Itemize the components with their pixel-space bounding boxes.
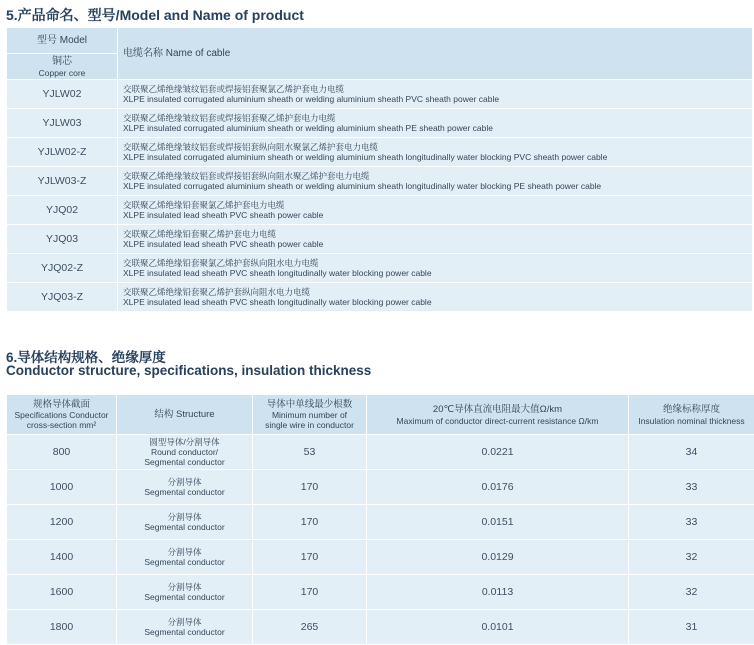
resistance-cell: 0.0113 bbox=[367, 575, 629, 610]
structure-en1: Segmental conductor bbox=[144, 522, 225, 532]
structure-en1: Segmental conductor bbox=[144, 557, 225, 567]
table-row bbox=[7, 435, 754, 470]
model-cell: YJQ02-Z bbox=[7, 254, 118, 283]
cable-name-cell bbox=[118, 225, 753, 254]
cable-name-cn: 交联聚乙烯绝缘皱纹铝套或焊接铝套纵向阻水聚乙烯护套电力电缆 bbox=[123, 171, 370, 181]
model-cell: YJQ03 bbox=[7, 225, 118, 254]
cable-name-cell bbox=[118, 138, 753, 167]
model-cell: YJQ03-Z bbox=[7, 283, 118, 312]
structure-cn: 分割导体 bbox=[167, 617, 202, 627]
wires-cell: 265 bbox=[253, 610, 367, 645]
thickness-cell: 31 bbox=[629, 610, 754, 645]
cable-name-en: XLPE insulated lead sheath PVC sheath power cable bbox=[123, 210, 324, 220]
spec-en1: Specifications Conductor bbox=[14, 409, 109, 420]
header-cable-name: 电缆名称 Name of cable bbox=[118, 28, 753, 80]
header-resistance bbox=[367, 395, 629, 435]
cable-name-cell bbox=[118, 80, 753, 109]
structure-cell bbox=[117, 540, 253, 575]
header-copper-core bbox=[7, 54, 118, 80]
resist-cn: 20℃导体直流电阻最大值Ω/km bbox=[432, 403, 563, 415]
model-cell: YJLW02 bbox=[7, 80, 118, 109]
thickness-cell: 32 bbox=[629, 575, 754, 610]
cable-name-cn: 交联聚乙烯绝缘铅套聚乙烯护套纵向阻水电力电缆 bbox=[123, 287, 311, 297]
thickness-cell: 33 bbox=[629, 505, 754, 540]
model-cell: YJQ02 bbox=[7, 196, 118, 225]
spec-cell: 1400 bbox=[7, 540, 117, 575]
section6-title-cn: 6.导体结构规格、绝缘厚度 bbox=[6, 350, 166, 365]
table-row bbox=[7, 254, 753, 283]
resistance-cell: 0.0151 bbox=[367, 505, 629, 540]
structure-cn: 分割导体 bbox=[167, 477, 202, 487]
cable-name-en: XLPE insulated corrugated aluminium sheath or welding aluminium sheath PE sheath power cable bbox=[123, 123, 493, 133]
spec-cell: 1000 bbox=[7, 470, 117, 505]
spec-en2: cross-section mm² bbox=[26, 419, 97, 430]
table-row bbox=[7, 196, 753, 225]
table-row bbox=[7, 225, 753, 254]
resist-en: Maximum of conductor direct-current resistance Ω/km bbox=[396, 415, 599, 426]
table-row bbox=[7, 575, 754, 610]
table-row bbox=[7, 470, 754, 505]
table-row bbox=[7, 167, 753, 196]
header-insulation bbox=[629, 395, 754, 435]
header-wires bbox=[253, 395, 367, 435]
structure-en1: Segmental conductor bbox=[144, 627, 225, 637]
cable-name-cell bbox=[118, 196, 753, 225]
structure-cn: 分割导体 bbox=[167, 512, 202, 522]
cable-name-en: XLPE insulated corrugated aluminium sheath or welding aluminium sheath longitudinally water blocking PE sheath power cable bbox=[123, 181, 602, 191]
ins-cn: 绝缘标称厚度 bbox=[662, 403, 720, 415]
structure-cell bbox=[117, 505, 253, 540]
cable-name-cn: 交联聚乙烯绝缘铅套聚氯乙烯护套纵向阻水电力电缆 bbox=[123, 258, 319, 268]
cable-name-en: XLPE insulated lead sheath PVC sheath power cable bbox=[123, 239, 324, 249]
structure-en1: Segmental conductor bbox=[144, 592, 225, 602]
spec-cell: 1800 bbox=[7, 610, 117, 645]
section6-title-en: Conductor structure, specifications, insulation thickness bbox=[6, 363, 372, 378]
cable-name-cn: 交联聚乙烯绝缘铅套聚乙烯护套电力电缆 bbox=[123, 229, 277, 239]
cable-name-cell bbox=[118, 283, 753, 312]
structure-cell bbox=[117, 610, 253, 645]
model-name-table bbox=[6, 27, 753, 312]
table-row bbox=[7, 138, 753, 167]
cable-name-en: XLPE insulated lead sheath PVC sheath longitudinally water blocking power cable bbox=[123, 297, 432, 307]
structure-cn: 分割导体 bbox=[167, 582, 202, 592]
wires-en2: single wire in conductor bbox=[265, 419, 354, 430]
header-spec bbox=[7, 395, 117, 435]
cable-name-cell bbox=[118, 109, 753, 138]
header-model: 型号 Model bbox=[7, 28, 118, 54]
cable-name-cn: 交联聚乙烯绝缘皱纹铝套或焊接铝套聚氯乙烯护套电力电缆 bbox=[123, 84, 345, 94]
cable-name-cn: 交联聚乙烯绝缘皱纹铝套或焊接铝套聚乙烯护套电力电缆 bbox=[123, 113, 336, 123]
structure-cell bbox=[117, 575, 253, 610]
spec-cell: 1200 bbox=[7, 505, 117, 540]
structure-cell bbox=[117, 470, 253, 505]
thickness-cell: 33 bbox=[629, 470, 754, 505]
resistance-cell: 0.0176 bbox=[367, 470, 629, 505]
cable-name-en: XLPE insulated lead sheath PVC sheath longitudinally water blocking power cable bbox=[123, 268, 432, 278]
cable-name-cn: 交联聚乙烯绝缘皱纹铝套或焊接铝套纵向阻水聚氯乙烯护套电力电缆 bbox=[123, 142, 379, 152]
cable-name-cell bbox=[118, 254, 753, 283]
structure-en2: Segmental conductor bbox=[144, 457, 225, 467]
copper-core-cn: 铜芯 bbox=[52, 55, 72, 67]
model-cell: YJLW03 bbox=[7, 109, 118, 138]
cable-name-cn: 交联聚乙烯绝缘铅套聚氯乙烯护套电力电缆 bbox=[123, 200, 285, 210]
wires-cell: 53 bbox=[253, 435, 367, 470]
wires-cn: 导体中单线最少根数 bbox=[266, 398, 353, 410]
ins-en: Insulation nominal thickness bbox=[638, 415, 745, 426]
thickness-cell: 34 bbox=[629, 435, 754, 470]
wires-cell: 170 bbox=[253, 505, 367, 540]
cable-name-en: XLPE insulated corrugated aluminium sheath or welding aluminium sheath longitudinally water blocking PVC sheath power cable bbox=[123, 152, 608, 162]
table-row bbox=[7, 283, 753, 312]
cable-name-cell bbox=[118, 167, 753, 196]
spec-cn: 规格导体截面 bbox=[32, 398, 90, 410]
table-row bbox=[7, 109, 753, 138]
model-cell: YJLW02-Z bbox=[7, 138, 118, 167]
section5-title: 5.产品命名、型号/Model and Name of product bbox=[6, 7, 304, 23]
cable-name-en: XLPE insulated corrugated aluminium sheath or welding aluminium sheath PVC sheath power cable bbox=[123, 94, 500, 104]
wires-cell: 170 bbox=[253, 540, 367, 575]
table-row bbox=[7, 610, 754, 645]
structure-cn: 圆型导体/分割导体 bbox=[149, 437, 220, 447]
wires-cell: 170 bbox=[253, 470, 367, 505]
resistance-cell: 0.0101 bbox=[367, 610, 629, 645]
structure-en1: Round conductor/ bbox=[150, 447, 219, 457]
wires-en1: Minimum number of bbox=[271, 409, 348, 420]
header-structure: 结构 Structure bbox=[117, 395, 253, 435]
copper-core-en: Copper core bbox=[38, 67, 86, 78]
structure-cell bbox=[117, 435, 253, 470]
model-cell: YJLW03-Z bbox=[7, 167, 118, 196]
spec-cell: 800 bbox=[7, 435, 117, 470]
table-row bbox=[7, 80, 753, 109]
resistance-cell: 0.0221 bbox=[367, 435, 629, 470]
table-row bbox=[7, 505, 754, 540]
structure-en1: Segmental conductor bbox=[144, 487, 225, 497]
thickness-cell: 32 bbox=[629, 540, 754, 575]
table-row bbox=[7, 540, 754, 575]
wires-cell: 170 bbox=[253, 575, 367, 610]
resistance-cell: 0.0129 bbox=[367, 540, 629, 575]
spec-cell: 1600 bbox=[7, 575, 117, 610]
structure-cn: 分割导体 bbox=[167, 547, 202, 557]
conductor-spec-table bbox=[6, 394, 754, 645]
